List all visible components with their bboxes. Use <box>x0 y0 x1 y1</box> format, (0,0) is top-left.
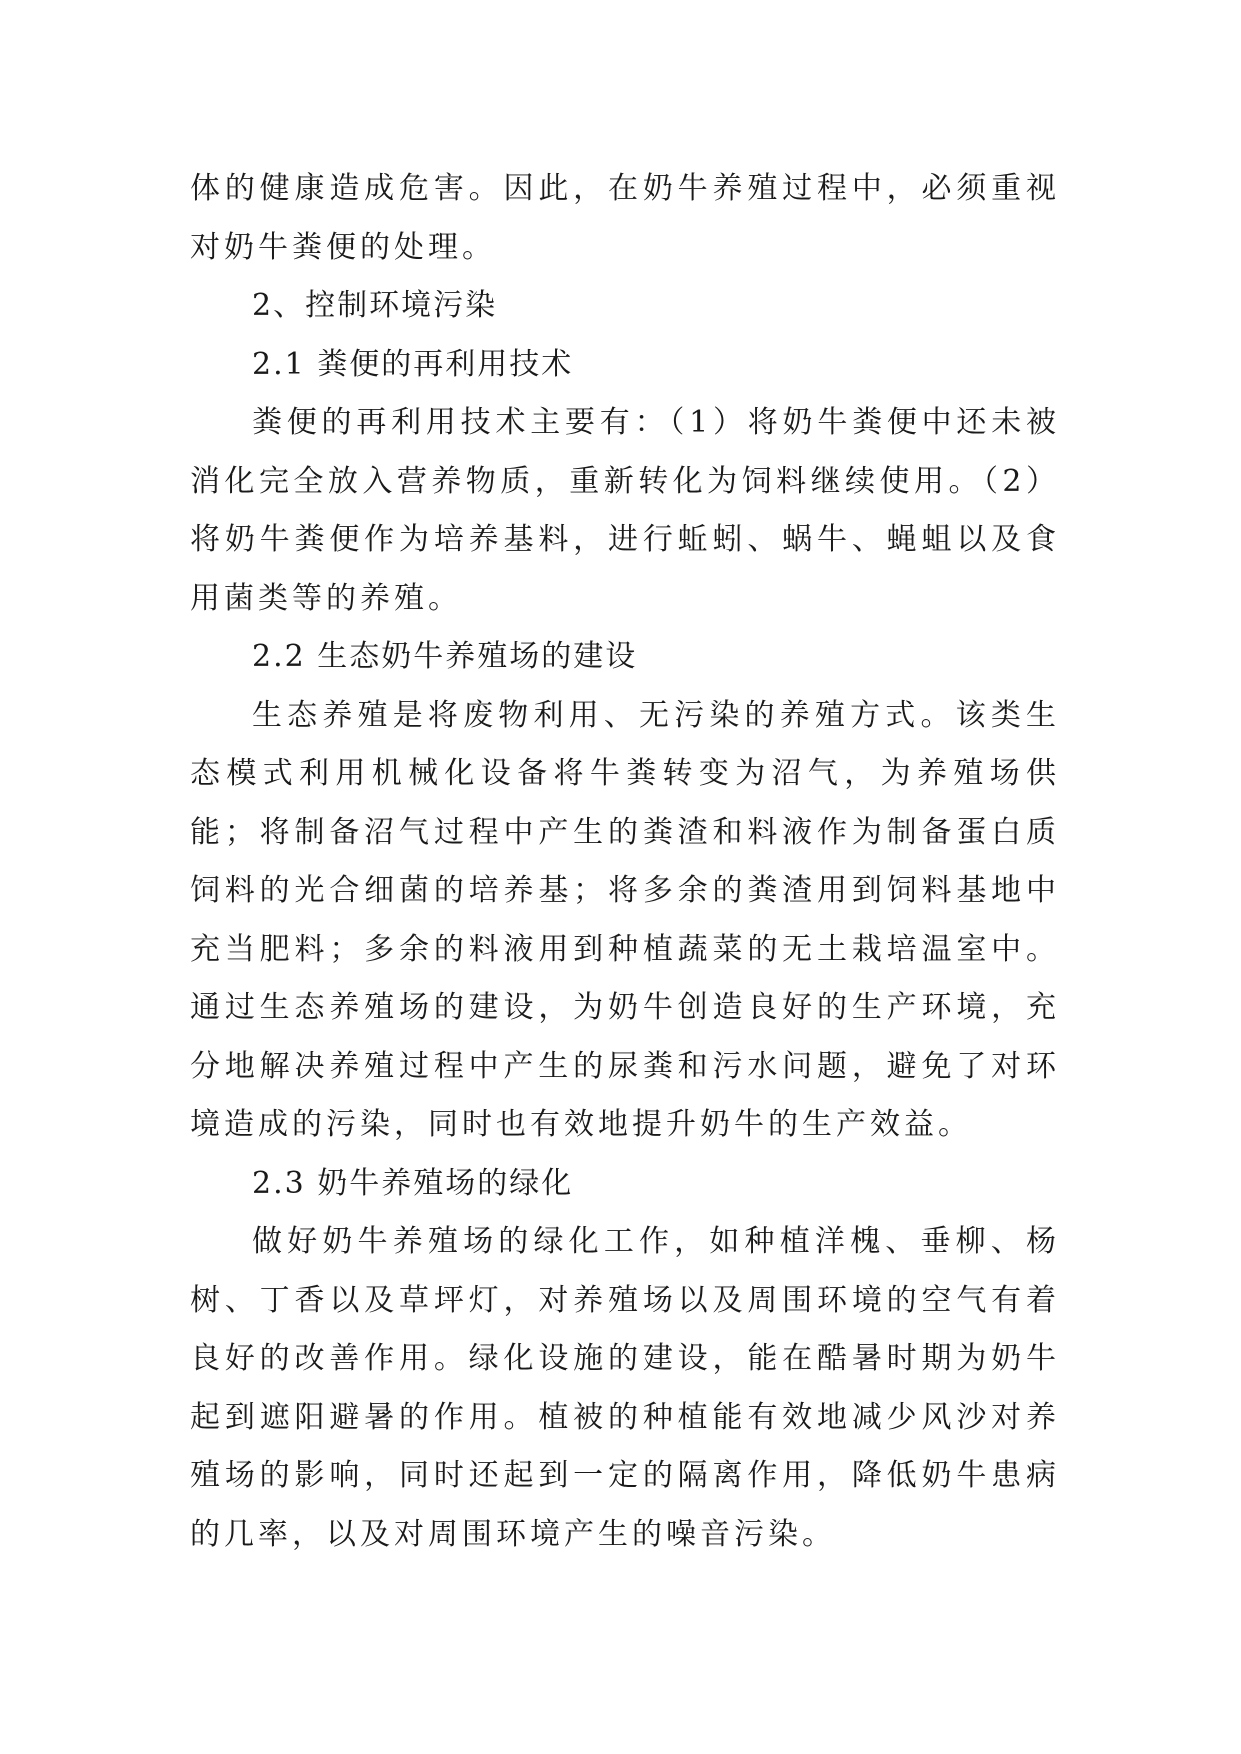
section-heading-2: 2、控制环境污染 <box>252 288 498 323</box>
document-body <box>190 160 1060 1564</box>
paragraph-greening: 做好奶牛养殖场的绿化工作，如种植洋槐、垂柳、杨树、丁香以及草坪灯，对养殖场以及周围环境的空气有着良好的改善作用。绿化设施的建设，能在酷暑时期为奶牛起到遮阳避暑的作用。植被的种植能有效地减少风沙对养殖场的影响，同时还起到一定的隔离作用，降低奶牛患病的几率，以及对周围环境产生的噪音污染。 <box>190 1224 1060 1552</box>
paragraph-eco-farm: 生态养殖是将废物利用、无污染的养殖方式。该类生态模式利用机械化设备将牛粪转变为沼气，为养殖场供能；将制备沼气过程中产生的粪渣和料液作为制备蛋白质饲料的光合细菌的培养基；将多余的粪渣用到饲料基地中充当肥料；多余的料液用到种植蔬菜的无土栽培温室中。通过生态养殖场的建设，为奶牛创造良好的生产环境，充分地解决养殖过程中产生的尿粪和污水问题，避免了对环境造成的污染，同时也有效地提升奶牛的生产效益。 <box>190 697 1060 1142</box>
subsection-heading-2-1: 2.1 粪便的再利用技术 <box>252 346 574 382</box>
paragraph-manure-reuse: 粪便的再利用技术主要有：（1）将奶牛粪便中还未被消化完全放入营养物质，重新转化为饲料继续使用。（2）将奶牛粪便作为培养基料，进行蚯蚓、蜗牛、蝇蛆以及食用菌类等的养殖。 <box>190 405 1060 616</box>
subsection-heading-2-3: 2.3 奶牛养殖场的绿化 <box>252 1165 574 1201</box>
subsection-heading-2-2: 2.2 生态奶牛养殖场的建设 <box>252 639 638 674</box>
paragraph-continued: 体的健康造成危害。因此，在奶牛养殖过程中，必须重视对奶牛粪便的处理。 <box>190 171 1060 265</box>
